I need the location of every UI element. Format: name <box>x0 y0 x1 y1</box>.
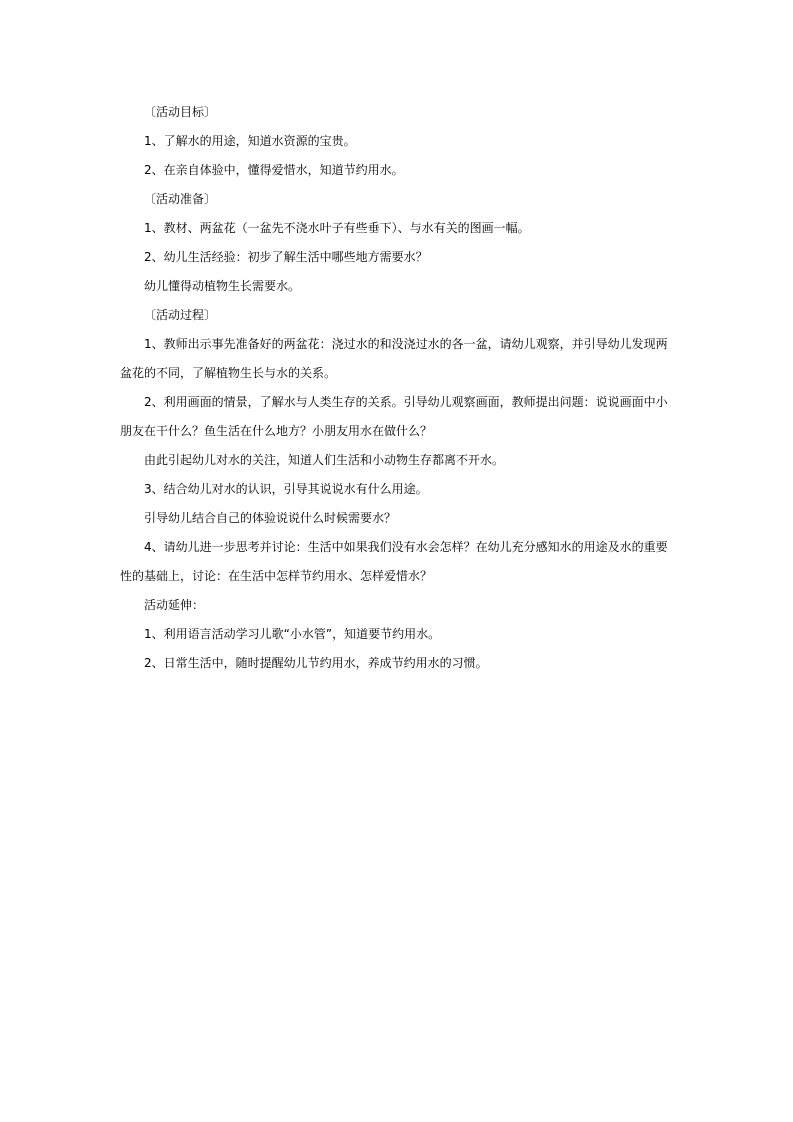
heading-activity-goals: 〔活动目标〕 <box>144 105 217 119</box>
heading-activity-process: 〔活动过程〕 <box>144 308 217 322</box>
preparation-note: 幼儿懂得动植物生长需要水。 <box>144 279 301 293</box>
heading-activity-preparation: 〔活动准备〕 <box>144 192 217 206</box>
process-item-4: 4、请幼儿进一步思考并讨论：生活中如果我们没有水会怎样？在幼儿充分感知水的用途及水的重要性的基础上，讨论：在生活中怎样节约用水、怎样爱惜水？ <box>120 540 668 583</box>
goal-item-2: 2、在亲自体验中，懂得爱惜水，知道节约用水。 <box>144 163 404 177</box>
extension-item-2: 2、日常生活中，随时提醒幼儿节约用水，养成节约用水的习惯。 <box>144 656 488 670</box>
process-item-3: 3、结合幼儿对水的认识，引导其说说水有什么用途。 <box>144 482 428 496</box>
goal-item-1: 1、了解水的用途，知道水资源的宝贵。 <box>144 134 356 148</box>
process-item-2: 2、利用画面的情景，了解水与人类生存的关系。引导幼儿观察画面，教师提出问题：说说画面中小朋友在干什么？鱼生活在什么地方？小朋友用水在做什么？ <box>120 395 668 438</box>
process-note-2: 引导幼儿结合自己的体验说说什么时候需要水？ <box>144 511 397 525</box>
preparation-item-1: 1、教材、两盆花（一盆先不浇水叶子有些垂下）、与水有关的图画一幅。 <box>144 221 530 235</box>
process-item-1: 1、教师出示事先准备好的两盆花：浇过水的和没浇过水的各一盆，请幼儿观察，并引导幼儿发现两盆花的不同，了解植物生长与水的关系。 <box>120 337 668 380</box>
heading-activity-extension: 活动延伸： <box>144 598 205 612</box>
extension-item-1: 1、利用语言活动学习儿歌“小水管”，知道要节约用水。 <box>144 627 441 641</box>
process-note-1: 由此引起幼儿对水的关注，知道人们生活和小动物生存都离不开水。 <box>144 453 505 467</box>
document-body <box>120 98 676 678</box>
preparation-item-2: 2、幼儿生活经验：初步了解生活中哪些地方需要水？ <box>144 250 428 264</box>
